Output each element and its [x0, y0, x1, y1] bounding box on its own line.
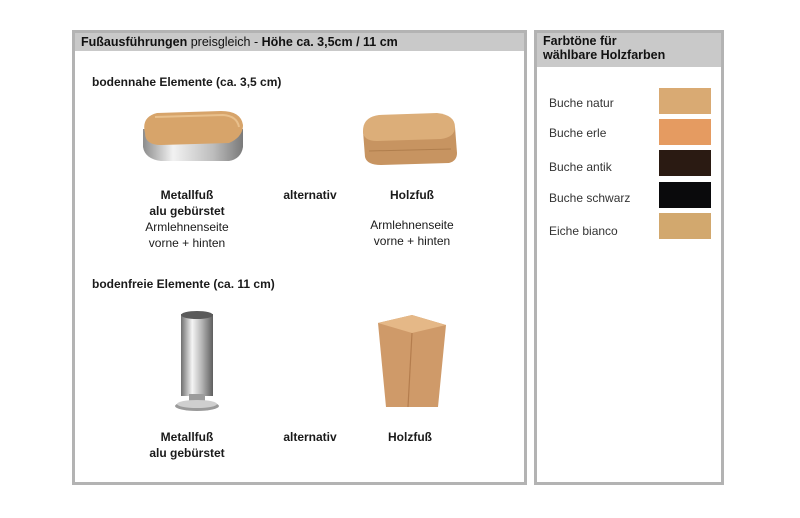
feet-options-panel: [72, 30, 527, 485]
metal-low-caption: [127, 187, 247, 251]
wood-colors-header: [537, 33, 721, 67]
metal-high-foot-image: [167, 308, 227, 416]
swatch-label-buche-erle: Buche erle: [549, 126, 607, 140]
wood-high-foot-image: [372, 311, 452, 411]
wood-low-caption: [347, 187, 477, 249]
metal-low-subtitle: alu gebürstet: [149, 204, 225, 218]
swatch-label-buche-natur: Buche natur: [549, 96, 614, 110]
swatch-eiche-bianco: [659, 213, 711, 239]
swatch-buche-antik: [659, 150, 711, 176]
section-high-elements: bodenfreie Elemente (ca. 11 cm): [92, 277, 275, 291]
wood-low-note-2: vorne + hinten: [373, 234, 451, 248]
swatch-buche-erle: [659, 119, 711, 145]
metal-low-foot-image: [137, 103, 249, 173]
wood-low-foot-image: [357, 107, 462, 169]
header-subtitle: preisgleich -: [187, 35, 262, 49]
metal-high-title: Metallfuß: [160, 430, 214, 444]
swatch-buche-schwarz: [659, 182, 711, 208]
wood-low-title: Holzfuß: [390, 188, 434, 202]
header-height: Höhe ca. 3,5cm / 11 cm: [261, 35, 398, 49]
alternative-low-label: [270, 187, 350, 203]
swatch-label-buche-antik: Buche antik: [549, 160, 612, 174]
wood-low-note-1: Armlehnenseite: [370, 218, 454, 232]
alternative-low-text: alternativ: [283, 188, 337, 202]
wood-high-title: Holzfuß: [388, 430, 432, 444]
wood-high-caption: [360, 429, 460, 445]
alternative-high-text: alternativ: [283, 430, 337, 444]
swatch-label-buche-schwarz: Buche schwarz: [549, 191, 631, 205]
wood-colors-title-1: Farbtöne für: [543, 34, 617, 48]
metal-low-title: Metallfuß: [160, 188, 214, 202]
swatch-label-eiche-bianco: Eiche bianco: [549, 224, 618, 238]
header-title: Fußausführungen: [81, 35, 188, 49]
swatch-buche-natur: [659, 88, 711, 114]
feet-options-header: [75, 33, 524, 51]
alternative-high-label: [270, 429, 350, 445]
wood-colors-title-2: wählbare Holzfarben: [543, 48, 666, 62]
metal-low-note-2: vorne + hinten: [148, 236, 226, 250]
metal-high-caption: [137, 429, 237, 461]
metal-high-subtitle: alu gebürstet: [149, 446, 225, 460]
section-low-elements: bodennahe Elemente (ca. 3,5 cm): [92, 75, 282, 89]
wood-colors-panel: [534, 30, 724, 485]
metal-low-note-1: Armlehnenseite: [145, 220, 229, 234]
